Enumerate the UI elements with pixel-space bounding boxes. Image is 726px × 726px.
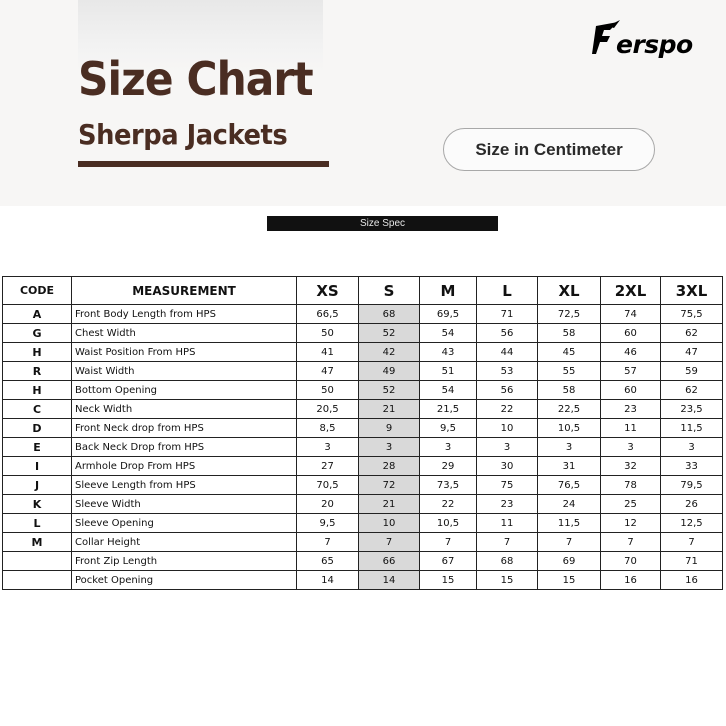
row-value-xs: 66,5 (297, 305, 359, 324)
row-value-xl: 31 (538, 457, 601, 476)
header-size-3: L (477, 277, 538, 305)
row-value-l: 11 (477, 514, 538, 533)
row-value-xl: 3 (538, 438, 601, 457)
table-row (3, 457, 723, 476)
row-value-l: 71 (477, 305, 538, 324)
row-value-l: 56 (477, 324, 538, 343)
row-value-xs: 27 (297, 457, 359, 476)
row-value-2xl: 23 (601, 400, 661, 419)
row-measurement: Armhole Drop From HPS (72, 457, 297, 476)
row-value-l: 30 (477, 457, 538, 476)
unit-badge: Size in Centimeter (443, 128, 655, 171)
table-row (3, 533, 723, 552)
row-value-s: 52 (359, 381, 420, 400)
row-value-xl: 58 (538, 324, 601, 343)
row-measurement: Sleeve Opening (72, 514, 297, 533)
row-value-xl: 76,5 (538, 476, 601, 495)
row-value-s: 10 (359, 514, 420, 533)
row-value-m: 3 (420, 438, 477, 457)
row-code: D (3, 419, 72, 438)
row-value-m: 54 (420, 324, 477, 343)
row-value-2xl: 16 (601, 571, 661, 590)
header-size-4: XL (538, 277, 601, 305)
table-row (3, 476, 723, 495)
row-value-l: 3 (477, 438, 538, 457)
row-value-l: 44 (477, 343, 538, 362)
row-code: H (3, 343, 72, 362)
row-measurement: Front Body Length from HPS (72, 305, 297, 324)
row-value-2xl: 3 (601, 438, 661, 457)
row-value-s: 9 (359, 419, 420, 438)
table-row (3, 514, 723, 533)
row-value-s: 42 (359, 343, 420, 362)
row-value-xl: 11,5 (538, 514, 601, 533)
row-measurement: Front Neck drop from HPS (72, 419, 297, 438)
row-value-3xl: 33 (661, 457, 723, 476)
row-value-2xl: 74 (601, 305, 661, 324)
row-value-xl: 10,5 (538, 419, 601, 438)
row-value-3xl: 16 (661, 571, 723, 590)
row-value-l: 53 (477, 362, 538, 381)
table-row (3, 552, 723, 571)
row-value-xs: 9,5 (297, 514, 359, 533)
row-value-m: 9,5 (420, 419, 477, 438)
row-value-xl: 72,5 (538, 305, 601, 324)
row-value-3xl: 62 (661, 381, 723, 400)
row-value-m: 29 (420, 457, 477, 476)
row-value-s: 21 (359, 400, 420, 419)
row-code: L (3, 514, 72, 533)
row-value-m: 21,5 (420, 400, 477, 419)
page-subtitle: Sherpa Jackets (78, 118, 288, 151)
row-value-xl: 7 (538, 533, 601, 552)
row-value-l: 68 (477, 552, 538, 571)
table-row (3, 438, 723, 457)
row-value-xs: 14 (297, 571, 359, 590)
brand-logo (588, 18, 710, 74)
row-value-xs: 50 (297, 324, 359, 343)
row-value-2xl: 25 (601, 495, 661, 514)
row-code: I (3, 457, 72, 476)
row-measurement: Chest Width (72, 324, 297, 343)
row-value-xs: 41 (297, 343, 359, 362)
row-value-xs: 8,5 (297, 419, 359, 438)
row-code (3, 571, 72, 590)
row-code: J (3, 476, 72, 495)
brand-name: erspo (616, 30, 693, 59)
row-value-m: 67 (420, 552, 477, 571)
row-value-xs: 70,5 (297, 476, 359, 495)
row-code (3, 552, 72, 571)
row-value-3xl: 71 (661, 552, 723, 571)
table-row (3, 381, 723, 400)
row-value-3xl: 12,5 (661, 514, 723, 533)
row-value-xs: 3 (297, 438, 359, 457)
row-value-xs: 7 (297, 533, 359, 552)
row-measurement: Collar Height (72, 533, 297, 552)
row-value-3xl: 59 (661, 362, 723, 381)
row-code: K (3, 495, 72, 514)
row-value-xl: 58 (538, 381, 601, 400)
row-measurement: Neck Width (72, 400, 297, 419)
row-value-3xl: 75,5 (661, 305, 723, 324)
row-measurement: Bottom Opening (72, 381, 297, 400)
row-value-s: 21 (359, 495, 420, 514)
row-value-xl: 69 (538, 552, 601, 571)
row-value-s: 7 (359, 533, 420, 552)
table-body (3, 305, 723, 590)
row-value-2xl: 32 (601, 457, 661, 476)
row-value-s: 14 (359, 571, 420, 590)
row-value-2xl: 12 (601, 514, 661, 533)
row-value-xl: 22,5 (538, 400, 601, 419)
row-value-m: 10,5 (420, 514, 477, 533)
row-value-xl: 45 (538, 343, 601, 362)
row-measurement: Sleeve Width (72, 495, 297, 514)
row-measurement: Waist Width (72, 362, 297, 381)
row-value-s: 72 (359, 476, 420, 495)
table-row (3, 495, 723, 514)
header-size-6: 3XL (661, 277, 723, 305)
row-value-3xl: 62 (661, 324, 723, 343)
row-value-3xl: 79,5 (661, 476, 723, 495)
row-value-m: 7 (420, 533, 477, 552)
row-value-l: 56 (477, 381, 538, 400)
row-measurement: Waist Position From HPS (72, 343, 297, 362)
row-value-m: 73,5 (420, 476, 477, 495)
row-measurement: Pocket Opening (72, 571, 297, 590)
row-value-l: 10 (477, 419, 538, 438)
row-value-3xl: 7 (661, 533, 723, 552)
row-value-m: 69,5 (420, 305, 477, 324)
header-code: CODE (3, 277, 72, 305)
table-header-row (3, 277, 723, 305)
row-value-m: 54 (420, 381, 477, 400)
table-row (3, 571, 723, 590)
table-row (3, 419, 723, 438)
header-size-0: XS (297, 277, 359, 305)
row-value-xs: 47 (297, 362, 359, 381)
row-value-2xl: 7 (601, 533, 661, 552)
row-measurement: Front Zip Length (72, 552, 297, 571)
row-measurement: Back Neck Drop from HPS (72, 438, 297, 457)
row-value-l: 75 (477, 476, 538, 495)
row-value-m: 15 (420, 571, 477, 590)
row-value-3xl: 3 (661, 438, 723, 457)
row-value-s: 66 (359, 552, 420, 571)
row-value-2xl: 60 (601, 381, 661, 400)
row-value-xl: 24 (538, 495, 601, 514)
row-value-s: 52 (359, 324, 420, 343)
page-title: Size Chart (78, 52, 313, 106)
header-measurement: MEASUREMENT (72, 277, 297, 305)
row-measurement: Sleeve Length from HPS (72, 476, 297, 495)
row-code: H (3, 381, 72, 400)
header-size-1: S (359, 277, 420, 305)
row-value-2xl: 11 (601, 419, 661, 438)
row-value-s: 68 (359, 305, 420, 324)
row-code: E (3, 438, 72, 457)
row-value-3xl: 47 (661, 343, 723, 362)
header-size-5: 2XL (601, 277, 661, 305)
row-code: C (3, 400, 72, 419)
row-value-xs: 65 (297, 552, 359, 571)
row-code: G (3, 324, 72, 343)
row-value-s: 28 (359, 457, 420, 476)
row-value-3xl: 23,5 (661, 400, 723, 419)
row-code: R (3, 362, 72, 381)
row-value-3xl: 11,5 (661, 419, 723, 438)
size-spec-bar: Size Spec (267, 216, 498, 231)
row-value-xl: 55 (538, 362, 601, 381)
table-row (3, 305, 723, 324)
row-value-l: 22 (477, 400, 538, 419)
size-table (2, 276, 723, 590)
row-value-xs: 50 (297, 381, 359, 400)
row-value-2xl: 46 (601, 343, 661, 362)
row-value-s: 49 (359, 362, 420, 381)
row-value-l: 23 (477, 495, 538, 514)
table-row (3, 400, 723, 419)
row-value-l: 7 (477, 533, 538, 552)
table-row (3, 362, 723, 381)
row-value-xs: 20,5 (297, 400, 359, 419)
row-value-s: 3 (359, 438, 420, 457)
row-value-xs: 20 (297, 495, 359, 514)
row-value-2xl: 57 (601, 362, 661, 381)
row-value-2xl: 78 (601, 476, 661, 495)
table-row (3, 324, 723, 343)
row-code: M (3, 533, 72, 552)
row-value-2xl: 70 (601, 552, 661, 571)
table-row (3, 343, 723, 362)
row-code: A (3, 305, 72, 324)
row-value-xl: 15 (538, 571, 601, 590)
row-value-m: 51 (420, 362, 477, 381)
row-value-3xl: 26 (661, 495, 723, 514)
row-value-m: 22 (420, 495, 477, 514)
row-value-l: 15 (477, 571, 538, 590)
row-value-2xl: 60 (601, 324, 661, 343)
row-value-m: 43 (420, 343, 477, 362)
header-size-2: M (420, 277, 477, 305)
title-underline (78, 161, 329, 167)
